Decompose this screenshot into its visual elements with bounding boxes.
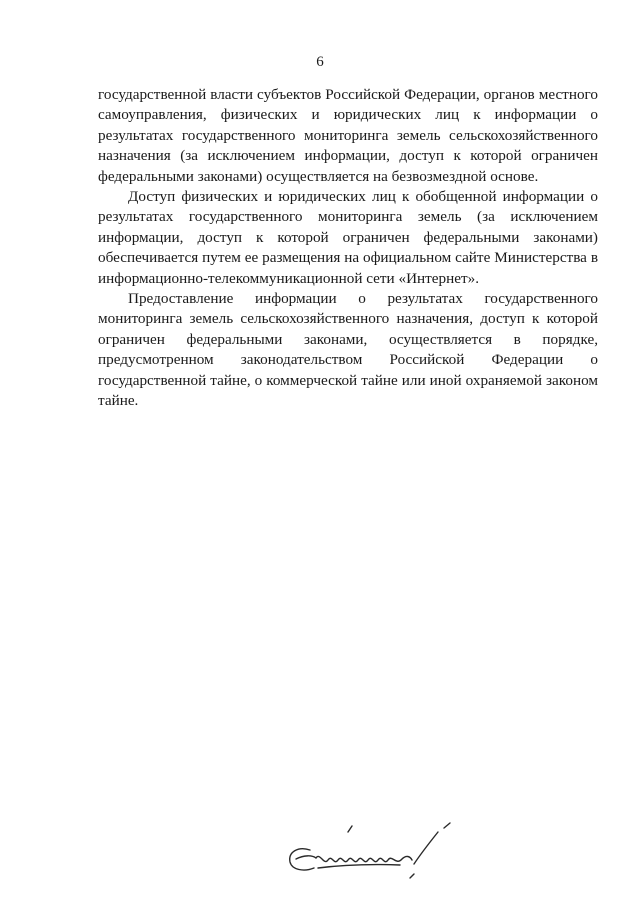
page-number: 6 [316, 54, 324, 70]
paragraph-access: Доступ физических и юридических лиц к обобщенной информации о результатах государственного мониторинга земель (за исключением информации, доступ к которой ограничен федеральными законами) обеспечивается путем ее размещения на официальном сайте Министерства в информационно-телекоммуникационной сети «Интернет». [98, 188, 598, 287]
handwritten-signature [282, 822, 457, 894]
paragraph-provision: Предоставление информации о результатах государственного мониторинга земель сельскохозяйственного назначения, доступ к которой ограничен федеральными законами, осуществляется в порядке, предусмотренном законодательством Российской Федерации о государственной тайне, о коммерческой тайне или иной охраняемой законом тайне. [98, 290, 598, 410]
body-text [98, 85, 598, 412]
paragraph-continuation: государственной власти субъектов Российской Федерации, органов местного самоуправления, физических и юридических лиц к информации о результатах государственного мониторинга земель сельскохозяйственного назначения (за исключением информации, доступ к которой ограничен федеральными законами) осуществляется на безвозмездной основе. [98, 86, 598, 185]
